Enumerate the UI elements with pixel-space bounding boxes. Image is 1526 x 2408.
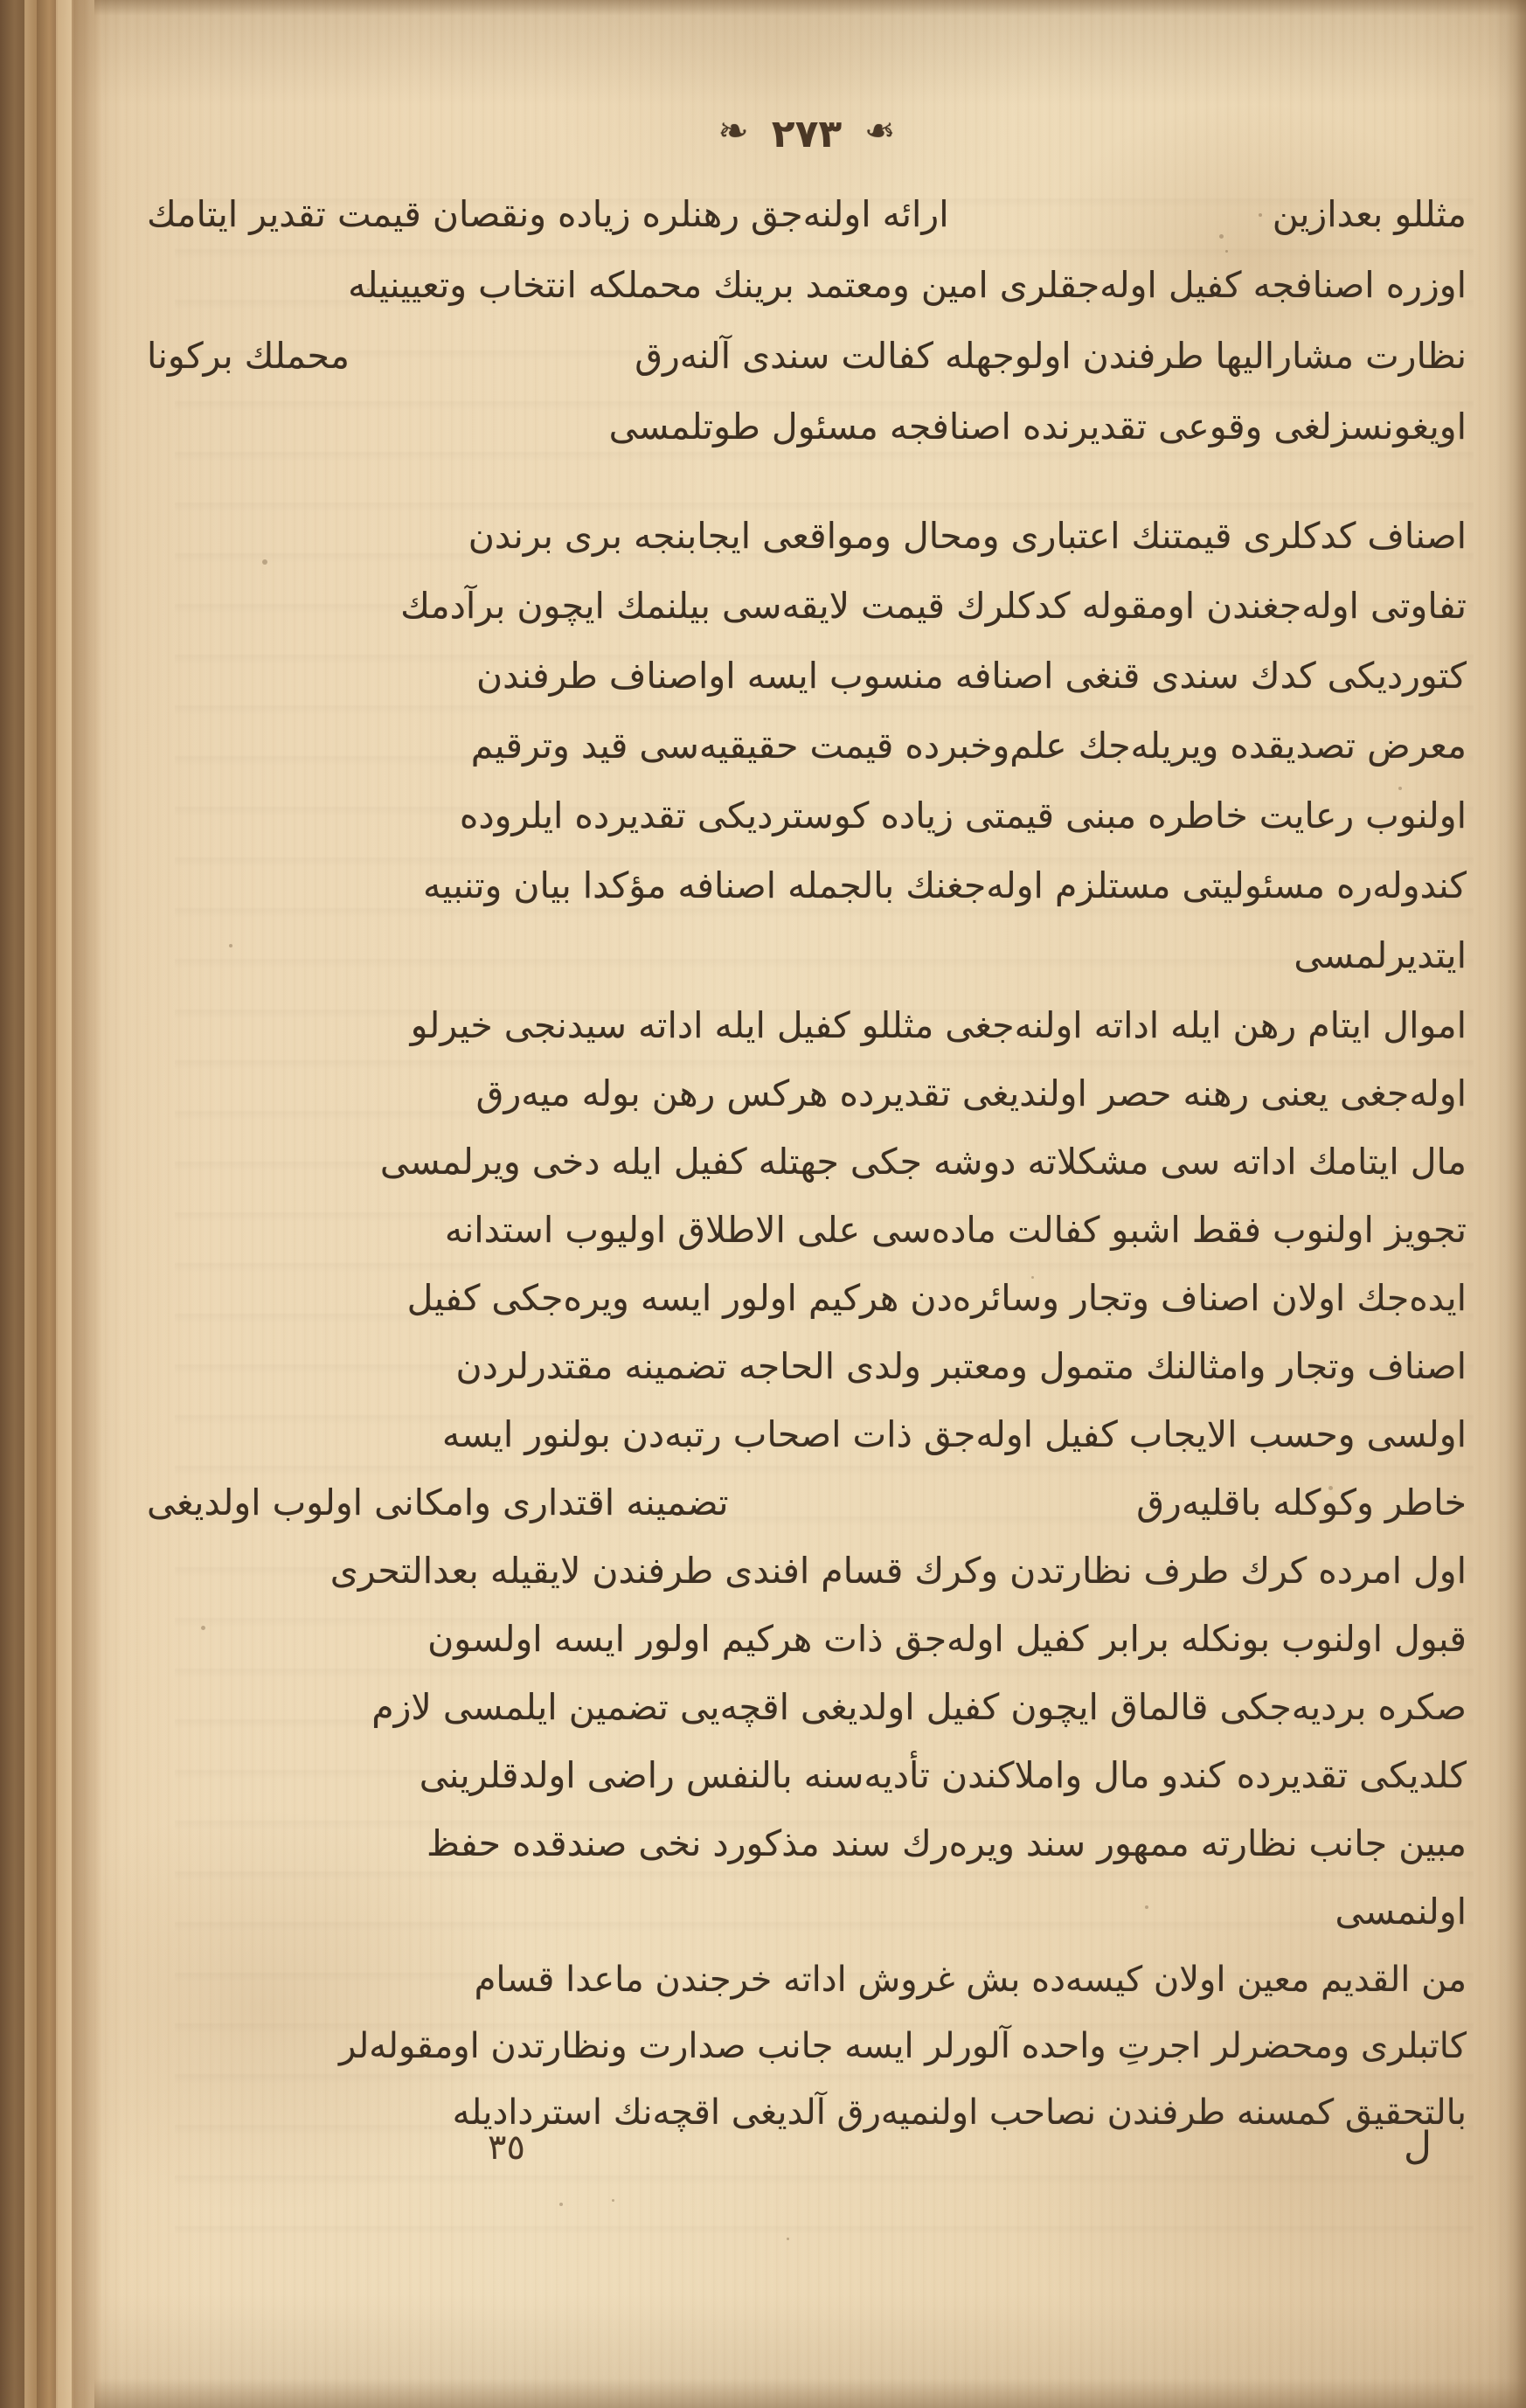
- text-line: كندوله‌ره مسئولیتی مستلزم اولەجغنك بالجمله اصنافه مؤكدا بیان وتنبیه: [423, 864, 1467, 906]
- text-segment: خاطر وكوكله باقلیه‌رق: [1136, 1482, 1467, 1523]
- text-line: قبول اولنوب بونكله برابر كفیل اولەجق ذات هركیم اولور ایسه اولسون: [427, 1618, 1467, 1660]
- text-line: اولنمسی: [1335, 1891, 1467, 1933]
- text-line: تفاوتی اولەجغندن اومقوله كدكلرك قیمت لایقه‌سی بیلنمك ایچون برآدمك: [400, 585, 1467, 627]
- text-line: اویغونسزلغی وقوعی تقدیرنده اصنافجه مسئول طوتلمسی: [608, 406, 1467, 448]
- text-line: [147, 335, 1467, 377]
- text-segment: محملك بركونا: [147, 335, 350, 377]
- text-line: ایده‌جك اولان اصناف وتجار وسائره‌دن هركیم اولور ایسه ویره‌جكی كفیل: [406, 1277, 1467, 1319]
- text-line: [147, 1482, 1467, 1523]
- text-segment: تضمینه اقتداری وامكانی اولوب اولدیغی: [147, 1482, 729, 1523]
- text-line: كلدیكی تقدیرده كندو مال واملاكندن تأدیه‌سنه بالنفس راضی اولدقلرینی: [419, 1754, 1467, 1796]
- text-segment: مثللو بعدازين: [1272, 193, 1467, 235]
- text-line: اولەجغی یعنی رهنه حصر اولندیغی تقدیرده هركس رهن بوله میه‌رق: [475, 1072, 1467, 1114]
- binding-gutter-falloff: [72, 0, 101, 2408]
- running-header: [147, 108, 1467, 156]
- text-segment: نظارت مشارالیها طرفندن اولوجهله كفالت سندی آلنه‌رق: [635, 335, 1467, 377]
- binding-gutter-inner: [56, 0, 73, 2408]
- text-line: اولنوب رعایت خاطره مبنی قیمتی زیاده كوستردیكی تقدیرده ایلروده: [459, 795, 1467, 836]
- floral-ornament-icon-right: ❧: [718, 108, 749, 152]
- text-line: ایتدیرلمسی: [1294, 934, 1467, 976]
- text-line: [147, 193, 1467, 235]
- paragraph-2: [147, 515, 1467, 976]
- floral-ornament-icon-left: ❧: [864, 108, 896, 152]
- text-line: كاتبلری ومحضرلر اجرتِ واحده آلورلر ایسه جانب صدارت ونظارتدن اومقوله‌لر: [339, 2026, 1467, 2066]
- signature-mark: ٣٥: [488, 2127, 525, 2168]
- page-footer: [147, 2124, 1467, 2229]
- text-line: اول امرده كرك طرف نظارتدن وكرك قسام افندی طرفندن لایقیله بعدالتحری: [329, 1550, 1467, 1592]
- paper-speck: [787, 2238, 789, 2240]
- text-line: اوزره اصنافجه كفیل اولەجقلری امین ومعتمد برینك محملكه انتخاب وتعیینیله: [348, 264, 1467, 306]
- text-line: صكره بردیه‌جكی قالماق ایچون كفیل اولدیغی اقچه‌یی تضمین ایلمسی لازم: [371, 1686, 1467, 1728]
- binding-gutter-shadow: [0, 0, 26, 2408]
- page-edge-bottom: [94, 2378, 1526, 2408]
- text-line: اصناف وتجار وامثالنك متمول ومعتبر ولدی الحاجه تضمینه مقتدرلردن: [455, 1345, 1467, 1387]
- text-line: من القدیم معین اولان كیسه‌ده بش غروش اداته خرجندن ماعدا قسام: [474, 1960, 1467, 2000]
- text-line: مال ایتامك اداته سی مشكلاته دوشه جكی جهتله كفیل ایله دخی ویرلمسی: [379, 1141, 1467, 1183]
- text-line: معرض تصدیقده ویریله‌جك علم‌وخبرده قیمت حقیقیه‌سی قید وترقیم: [470, 725, 1467, 767]
- paragraph-1: [147, 193, 1467, 448]
- text-line: بالتحقیق كمسنه طرفندن نصاحب اولنمیه‌رق آلدیغی اقچه‌نك استردادیله: [452, 2092, 1467, 2133]
- text-column: [147, 0, 1467, 2162]
- binding-gutter-fold: [37, 0, 58, 2408]
- text-line: كتوردیكی كدك سندی قنغی اصنافه منسوب ایسه اواصناف طرفندن: [475, 655, 1467, 697]
- catchword: ل: [1404, 2124, 1432, 2169]
- page-number: ٢٧٣: [771, 112, 843, 156]
- text-line: اصناف كدكلری قیمتنك اعتباری ومحال ومواقعی ایجابنجه بری برندن: [468, 515, 1467, 557]
- text-segment: ارائه اولنه‌جق رهنلره زیاده ونقصان قیمت تقدیر ایتامك: [147, 193, 949, 235]
- paragraph-4: [147, 1960, 1467, 2133]
- text-line: اموال ایتام رهن ایله اداته اولنه‌جغی مثللو كفیل ایله اداته سیدنجی خیرلو: [410, 1004, 1467, 1046]
- page-edge-right: [1503, 0, 1526, 2408]
- paragraph-3: [147, 1004, 1467, 1933]
- text-line: مبین جانب نظارته ممهور سند ویره‌رك سند مذكورد نخی صندقده حفظ: [426, 1822, 1467, 1864]
- text-line: تجویز اولنوب فقط اشبو كفالت ماده‌سی علی الاطلاق اولیوب استدانه: [444, 1209, 1467, 1251]
- text-line: اولسی وحسب الایجاب كفیل اولەجق ذات اصحاب رتبه‌دن بولنور ایسه: [441, 1413, 1467, 1455]
